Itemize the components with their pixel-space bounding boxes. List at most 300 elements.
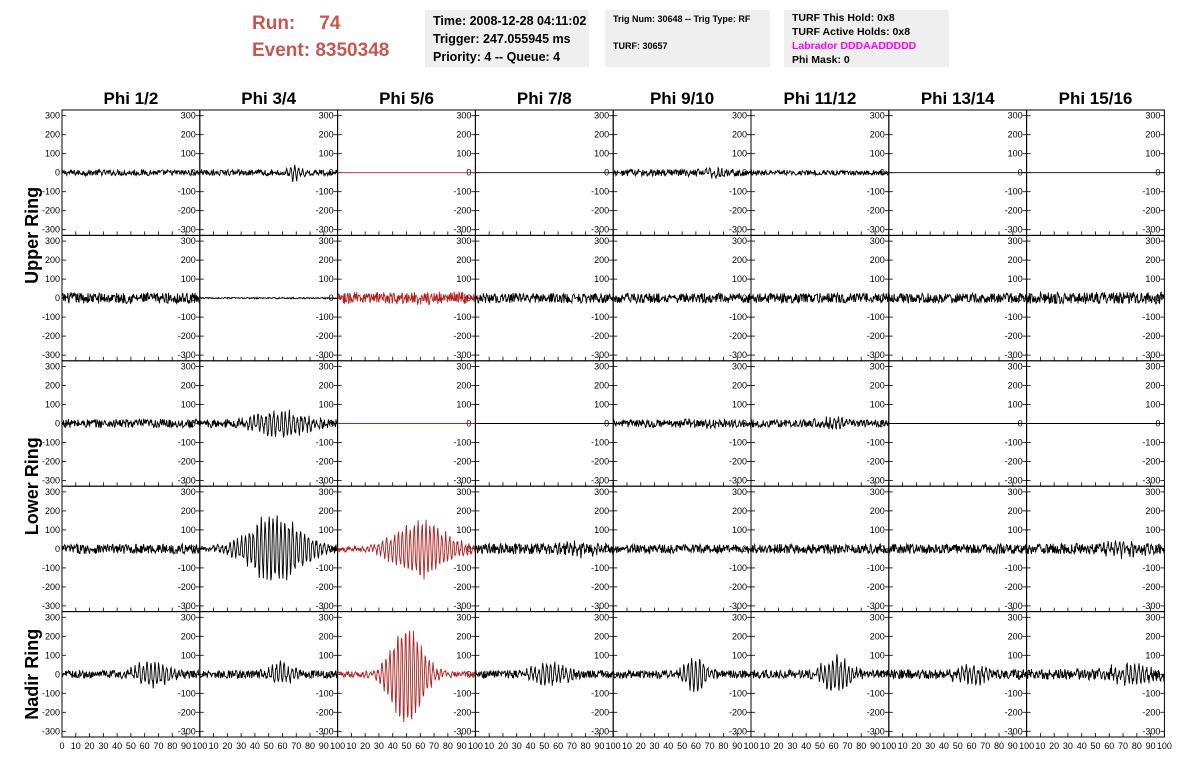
y-tick-label: -100 — [591, 312, 610, 323]
y-tick-label: 100 — [1007, 148, 1023, 159]
y-tick-label: 300 — [180, 361, 196, 372]
x-tick-label: 20 — [84, 741, 95, 751]
y-tick-label: -300 — [728, 600, 747, 611]
y-tick-label: 300 — [44, 236, 60, 247]
y-tick-label: -300 — [315, 224, 334, 235]
y-tick-label: 300 — [1007, 110, 1023, 121]
y-tick-label: -300 — [41, 350, 60, 361]
x-tick-label: 60 — [553, 741, 564, 751]
y-tick-label: -100 — [315, 562, 334, 573]
y-tick-label: 100 — [44, 650, 60, 661]
y-tick-label: -300 — [866, 350, 885, 361]
x-tick-label: 40 — [938, 741, 949, 751]
y-tick-label: 0 — [190, 669, 196, 680]
y-tick-label: -200 — [315, 456, 334, 467]
y-tick-label: 200 — [1007, 129, 1023, 140]
phi-mask-text: Phi Mask: 0 — [792, 54, 850, 66]
x-tick-label: 40 — [525, 741, 536, 751]
x-tick-label: 70 — [842, 741, 853, 751]
y-tick-label: -300 — [866, 224, 885, 235]
y-tick-label: -300 — [866, 600, 885, 611]
y-tick-label: 300 — [1145, 486, 1161, 497]
column-label-8: Phi 15/16 — [1058, 89, 1133, 108]
x-tick-label: 60 — [415, 741, 426, 751]
y-tick-label: 200 — [456, 129, 472, 140]
y-tick-label: -100 — [1004, 186, 1023, 197]
y-tick-label: 0 — [1155, 418, 1161, 429]
y-tick-label: 300 — [456, 361, 472, 372]
trigger-text: Trigger: 247.055945 ms — [433, 32, 571, 46]
x-tick-label: 50 — [125, 741, 136, 751]
y-tick-label: 0 — [604, 418, 610, 429]
y-tick-label: 200 — [869, 129, 885, 140]
x-tick-label: 30 — [925, 741, 936, 751]
waveform-trace — [1027, 663, 1165, 686]
x-tick-label: 50 — [401, 741, 412, 751]
y-tick-label: 300 — [731, 361, 747, 372]
x-tick-label: 60 — [277, 741, 288, 751]
y-tick-label: -200 — [728, 205, 747, 216]
y-tick-label: -300 — [453, 600, 472, 611]
y-tick-label: 0 — [54, 543, 60, 554]
y-tick-label: 300 — [1007, 361, 1023, 372]
y-tick-label: -300 — [1004, 350, 1023, 361]
y-tick-label: 100 — [731, 148, 747, 159]
y-tick-label: 0 — [466, 167, 472, 178]
y-tick-label: 200 — [1007, 631, 1023, 642]
y-tick-label: 200 — [180, 380, 196, 391]
priority-text: Priority: 4 -- Queue: 4 — [433, 50, 561, 64]
y-tick-label: -100 — [1004, 688, 1023, 699]
y-tick-label: 300 — [731, 612, 747, 623]
y-tick-label: -300 — [315, 350, 334, 361]
y-tick-label: -200 — [177, 331, 196, 342]
x-tick-label: 90 — [318, 741, 329, 751]
y-tick-label: 100 — [869, 399, 885, 410]
waveform-trace — [751, 544, 889, 554]
y-tick-label: 200 — [731, 255, 747, 266]
y-tick-label: -200 — [866, 581, 885, 592]
y-tick-label: -200 — [453, 331, 472, 342]
y-tick-label: 0 — [54, 293, 60, 304]
y-tick-label: 0 — [1155, 669, 1161, 680]
waveform-trace — [613, 545, 751, 554]
y-tick-label: -300 — [315, 726, 334, 737]
y-tick-label: 0 — [1017, 543, 1023, 554]
x-tick-label: 90 — [1007, 741, 1018, 751]
y-tick-label: 200 — [1007, 380, 1023, 391]
x-tick-label: 10 — [70, 741, 81, 751]
y-tick-label: -100 — [728, 562, 747, 573]
x-tick-label: 40 — [801, 741, 812, 751]
y-tick-label: 300 — [318, 612, 334, 623]
y-tick-label: -100 — [866, 437, 885, 448]
x-tick-label: 10 — [346, 741, 357, 751]
y-tick-label: -100 — [591, 186, 610, 197]
y-tick-label: -100 — [41, 437, 60, 448]
y-tick-label: 300 — [456, 236, 472, 247]
y-tick-label: 300 — [456, 110, 472, 121]
x-tick-label: 30 — [649, 741, 660, 751]
y-tick-label: 200 — [1145, 505, 1161, 516]
waveform-trace — [751, 170, 889, 175]
waveform-trace — [62, 167, 200, 178]
x-tick-label: 90 — [594, 741, 605, 751]
y-tick-label: 300 — [1007, 236, 1023, 247]
x-tick-label: 50 — [814, 741, 825, 751]
y-tick-label: -100 — [1004, 437, 1023, 448]
x-tick-label: 30 — [787, 741, 798, 751]
x-tick-label: 80 — [305, 741, 316, 751]
y-tick-label: -300 — [1142, 600, 1161, 611]
y-tick-label: 200 — [1145, 631, 1161, 642]
y-tick-label: -300 — [1142, 726, 1161, 737]
y-tick-label: 200 — [44, 255, 60, 266]
y-tick-label: 200 — [44, 129, 60, 140]
waveform-trace — [889, 293, 1027, 303]
y-tick-label: -200 — [1004, 205, 1023, 216]
waveform-trace — [200, 165, 338, 182]
waveform-trace — [1027, 292, 1165, 304]
y-tick-label: 100 — [731, 274, 747, 285]
x-tick-label: 90 — [870, 741, 881, 751]
y-tick-label: -200 — [315, 331, 334, 342]
x-tick-label: 100 — [467, 741, 483, 751]
y-tick-label: -300 — [591, 726, 610, 737]
x-tick-label: 80 — [1131, 741, 1142, 751]
y-tick-label: 300 — [869, 612, 885, 623]
x-tick-label: 60 — [139, 741, 150, 751]
y-tick-label: 300 — [1007, 612, 1023, 623]
waveform-trace — [889, 544, 1027, 554]
y-tick-label: 0 — [741, 293, 747, 304]
y-tick-label: 0 — [604, 293, 610, 304]
x-tick-label: 30 — [373, 741, 384, 751]
y-tick-label: 0 — [328, 293, 334, 304]
x-tick-label: 50 — [677, 741, 688, 751]
y-tick-label: -300 — [41, 224, 60, 235]
waveform-trace — [1027, 541, 1165, 559]
x-tick-label: 80 — [442, 741, 453, 751]
y-tick-label: 0 — [741, 543, 747, 554]
y-tick-label: 300 — [180, 236, 196, 247]
y-tick-label: -300 — [177, 726, 196, 737]
y-tick-label: -300 — [453, 224, 472, 235]
y-tick-label: -200 — [728, 707, 747, 718]
y-tick-label: 0 — [1155, 293, 1161, 304]
y-tick-label: -200 — [728, 331, 747, 342]
y-tick-label: -100 — [177, 186, 196, 197]
time-text: Time: 2008-12-28 04:11:02 — [433, 14, 587, 28]
waveform-trace — [613, 418, 751, 428]
y-tick-label: 0 — [741, 669, 747, 680]
y-tick-label: -300 — [41, 475, 60, 486]
y-tick-label: 100 — [180, 650, 196, 661]
x-tick-label: 40 — [1076, 741, 1087, 751]
y-tick-label: 100 — [44, 399, 60, 410]
waveform-trace — [751, 416, 889, 429]
column-label-3: Phi 5/6 — [379, 89, 434, 108]
y-tick-label: 100 — [180, 524, 196, 535]
y-tick-label: 200 — [44, 505, 60, 516]
x-tick-label: 30 — [236, 741, 247, 751]
x-tick-label: 60 — [828, 741, 839, 751]
x-tick-label: 90 — [181, 741, 192, 751]
y-tick-label: 100 — [731, 650, 747, 661]
y-tick-label: -300 — [453, 350, 472, 361]
y-tick-label: -200 — [591, 205, 610, 216]
y-tick-label: 100 — [180, 274, 196, 285]
y-tick-label: -100 — [866, 688, 885, 699]
y-tick-label: 300 — [594, 612, 610, 623]
x-tick-label: 50 — [1090, 741, 1101, 751]
x-tick-label: 20 — [911, 741, 922, 751]
y-tick-label: -300 — [41, 726, 60, 737]
y-tick-label: 100 — [318, 399, 334, 410]
y-tick-label: -200 — [41, 581, 60, 592]
y-tick-label: 200 — [869, 380, 885, 391]
x-tick-label: 100 — [192, 741, 208, 751]
y-tick-label: -100 — [315, 688, 334, 699]
y-tick-label: -300 — [591, 350, 610, 361]
y-tick-label: 200 — [1007, 255, 1023, 266]
y-tick-label: 300 — [731, 486, 747, 497]
column-label-7: Phi 13/14 — [920, 89, 995, 108]
y-tick-label: -100 — [41, 688, 60, 699]
y-tick-label: 200 — [318, 505, 334, 516]
y-tick-label: 100 — [1145, 650, 1161, 661]
x-tick-label: 20 — [222, 741, 233, 751]
y-tick-label: -200 — [866, 456, 885, 467]
y-tick-label: -200 — [315, 205, 334, 216]
y-tick-label: 100 — [1145, 399, 1161, 410]
y-tick-label: 0 — [190, 543, 196, 554]
x-tick-label: 10 — [759, 741, 770, 751]
y-tick-label: -100 — [453, 312, 472, 323]
x-tick-label: 20 — [773, 741, 784, 751]
y-tick-label: 100 — [1145, 148, 1161, 159]
run-label: Run: — [252, 13, 296, 34]
column-label-6: Phi 11/12 — [783, 89, 857, 108]
y-tick-label: 100 — [456, 399, 472, 410]
y-tick-label: 0 — [879, 669, 885, 680]
y-tick-label: -300 — [728, 726, 747, 737]
y-tick-label: 100 — [594, 148, 610, 159]
waveform-trace — [62, 293, 200, 304]
y-tick-label: 200 — [180, 631, 196, 642]
y-tick-label: 100 — [456, 274, 472, 285]
y-tick-label: -200 — [866, 707, 885, 718]
y-tick-label: 300 — [1007, 486, 1023, 497]
y-tick-label: 0 — [328, 167, 334, 178]
y-tick-label: -200 — [1142, 456, 1161, 467]
y-tick-label: 100 — [731, 524, 747, 535]
y-tick-label: -300 — [177, 475, 196, 486]
x-tick-label: 10 — [1035, 741, 1046, 751]
x-tick-label: 60 — [690, 741, 701, 751]
y-tick-label: -200 — [1004, 581, 1023, 592]
y-tick-label: -200 — [591, 456, 610, 467]
y-tick-label: 200 — [731, 505, 747, 516]
y-tick-label: 300 — [869, 110, 885, 121]
x-tick-label: 60 — [1104, 741, 1115, 751]
y-tick-label: 0 — [604, 167, 610, 178]
y-tick-label: 300 — [1145, 361, 1161, 372]
y-tick-label: -200 — [41, 456, 60, 467]
event-value: 8350348 — [315, 40, 390, 61]
y-tick-label: -300 — [177, 600, 196, 611]
y-tick-label: 200 — [869, 505, 885, 516]
y-tick-label: 300 — [1145, 236, 1161, 247]
x-tick-label: 40 — [663, 741, 674, 751]
y-tick-label: -200 — [177, 707, 196, 718]
y-tick-label: -200 — [1004, 456, 1023, 467]
y-tick-label: 0 — [1017, 669, 1023, 680]
y-tick-label: 0 — [54, 167, 60, 178]
y-tick-label: 300 — [1145, 612, 1161, 623]
y-tick-label: 100 — [869, 274, 885, 285]
x-tick-label: 90 — [732, 741, 743, 751]
y-tick-label: 0 — [190, 418, 196, 429]
y-tick-label: 100 — [44, 148, 60, 159]
y-tick-label: 300 — [44, 110, 60, 121]
waveform-trace — [751, 654, 889, 691]
y-tick-label: 300 — [456, 612, 472, 623]
y-tick-label: -100 — [728, 186, 747, 197]
y-tick-label: 0 — [328, 669, 334, 680]
y-tick-label: -100 — [866, 312, 885, 323]
y-tick-label: -200 — [177, 456, 196, 467]
x-tick-label: 50 — [952, 741, 963, 751]
y-tick-label: -200 — [591, 331, 610, 342]
waveform-trace — [475, 293, 613, 303]
y-tick-label: -100 — [866, 186, 885, 197]
y-tick-label: -300 — [1004, 475, 1023, 486]
x-tick-label: 40 — [249, 741, 260, 751]
y-tick-label: 100 — [594, 524, 610, 535]
y-tick-label: -200 — [453, 205, 472, 216]
y-tick-label: 200 — [44, 380, 60, 391]
y-tick-label: -200 — [315, 707, 334, 718]
x-tick-label: 80 — [718, 741, 729, 751]
y-tick-label: -300 — [177, 350, 196, 361]
waveform-trace — [200, 661, 338, 684]
y-tick-label: 0 — [328, 543, 334, 554]
y-tick-label: 100 — [318, 274, 334, 285]
y-tick-label: -100 — [453, 688, 472, 699]
x-tick-label: 40 — [387, 741, 398, 751]
event-label: Event: — [252, 40, 311, 61]
y-tick-label: -100 — [177, 437, 196, 448]
y-tick-label: 0 — [466, 293, 472, 304]
y-tick-label: 200 — [869, 631, 885, 642]
y-tick-label: -300 — [315, 475, 334, 486]
waveform-trace — [62, 544, 200, 554]
y-tick-label: -100 — [315, 437, 334, 448]
y-tick-label: 0 — [1017, 293, 1023, 304]
y-tick-label: 200 — [1145, 129, 1161, 140]
x-tick-label: 70 — [291, 741, 302, 751]
y-tick-label: -100 — [453, 437, 472, 448]
y-tick-label: 300 — [318, 486, 334, 497]
y-tick-label: 200 — [1145, 380, 1161, 391]
y-tick-label: 100 — [318, 524, 334, 535]
y-tick-label: 300 — [1145, 110, 1161, 121]
y-tick-label: 200 — [456, 255, 472, 266]
x-tick-label: 100 — [1156, 741, 1172, 751]
waveform-trace — [613, 658, 751, 692]
trig-num-text: Trig Num: 30648 -- Trig Type: RF — [613, 14, 751, 24]
waveform-trace — [889, 664, 1027, 685]
x-tick-label: 70 — [153, 741, 164, 751]
y-tick-label: 300 — [731, 236, 747, 247]
y-tick-label: -100 — [315, 312, 334, 323]
y-tick-label: 200 — [1007, 505, 1023, 516]
x-tick-label: 90 — [456, 741, 467, 751]
column-label-4: Phi 7/8 — [516, 89, 572, 108]
x-tick-label: 40 — [112, 741, 123, 751]
y-tick-label: 100 — [1007, 524, 1023, 535]
y-tick-label: 100 — [44, 274, 60, 285]
y-tick-label: 0 — [604, 543, 610, 554]
y-tick-label: 100 — [869, 148, 885, 159]
y-tick-label: 0 — [466, 543, 472, 554]
y-tick-label: -200 — [728, 581, 747, 592]
y-tick-label: 300 — [869, 236, 885, 247]
y-tick-label: -200 — [453, 707, 472, 718]
y-tick-label: 0 — [741, 418, 747, 429]
x-tick-label: 10 — [621, 741, 632, 751]
waveform-trace — [62, 419, 200, 428]
y-tick-label: 100 — [318, 650, 334, 661]
y-tick-label: 100 — [318, 148, 334, 159]
x-tick-label: 0 — [59, 741, 65, 751]
y-tick-label: 200 — [731, 380, 747, 391]
waveform-trace — [62, 662, 200, 688]
turf-this-hold-text: TURF This Hold: 0x8 — [792, 12, 895, 24]
y-tick-label: 0 — [879, 293, 885, 304]
y-tick-label: 100 — [180, 399, 196, 410]
y-tick-label: -100 — [728, 437, 747, 448]
y-tick-label: -300 — [866, 475, 885, 486]
y-tick-label: 200 — [318, 255, 334, 266]
y-tick-label: 0 — [741, 167, 747, 178]
x-tick-label: 30 — [98, 741, 109, 751]
x-tick-label: 80 — [167, 741, 178, 751]
y-tick-label: -300 — [41, 600, 60, 611]
y-tick-label: 0 — [466, 418, 472, 429]
turf-text: TURF: 30657 — [613, 41, 668, 51]
y-tick-label: 100 — [456, 524, 472, 535]
y-tick-label: 300 — [318, 361, 334, 372]
y-tick-label: -100 — [1142, 186, 1161, 197]
x-tick-label: 70 — [429, 741, 440, 751]
x-tick-label: 70 — [1118, 741, 1129, 751]
y-tick-label: 100 — [1145, 524, 1161, 535]
y-tick-label: -300 — [728, 475, 747, 486]
x-tick-label: 20 — [1049, 741, 1060, 751]
y-tick-label: -100 — [728, 688, 747, 699]
y-tick-label: -200 — [453, 456, 472, 467]
y-tick-label: 200 — [180, 255, 196, 266]
y-tick-label: 0 — [1155, 167, 1161, 178]
x-tick-label: 70 — [704, 741, 715, 751]
y-tick-label: 0 — [328, 418, 334, 429]
y-tick-label: -300 — [453, 475, 472, 486]
y-tick-label: -100 — [1142, 437, 1161, 448]
y-tick-label: 200 — [456, 380, 472, 391]
y-tick-label: -100 — [1004, 562, 1023, 573]
